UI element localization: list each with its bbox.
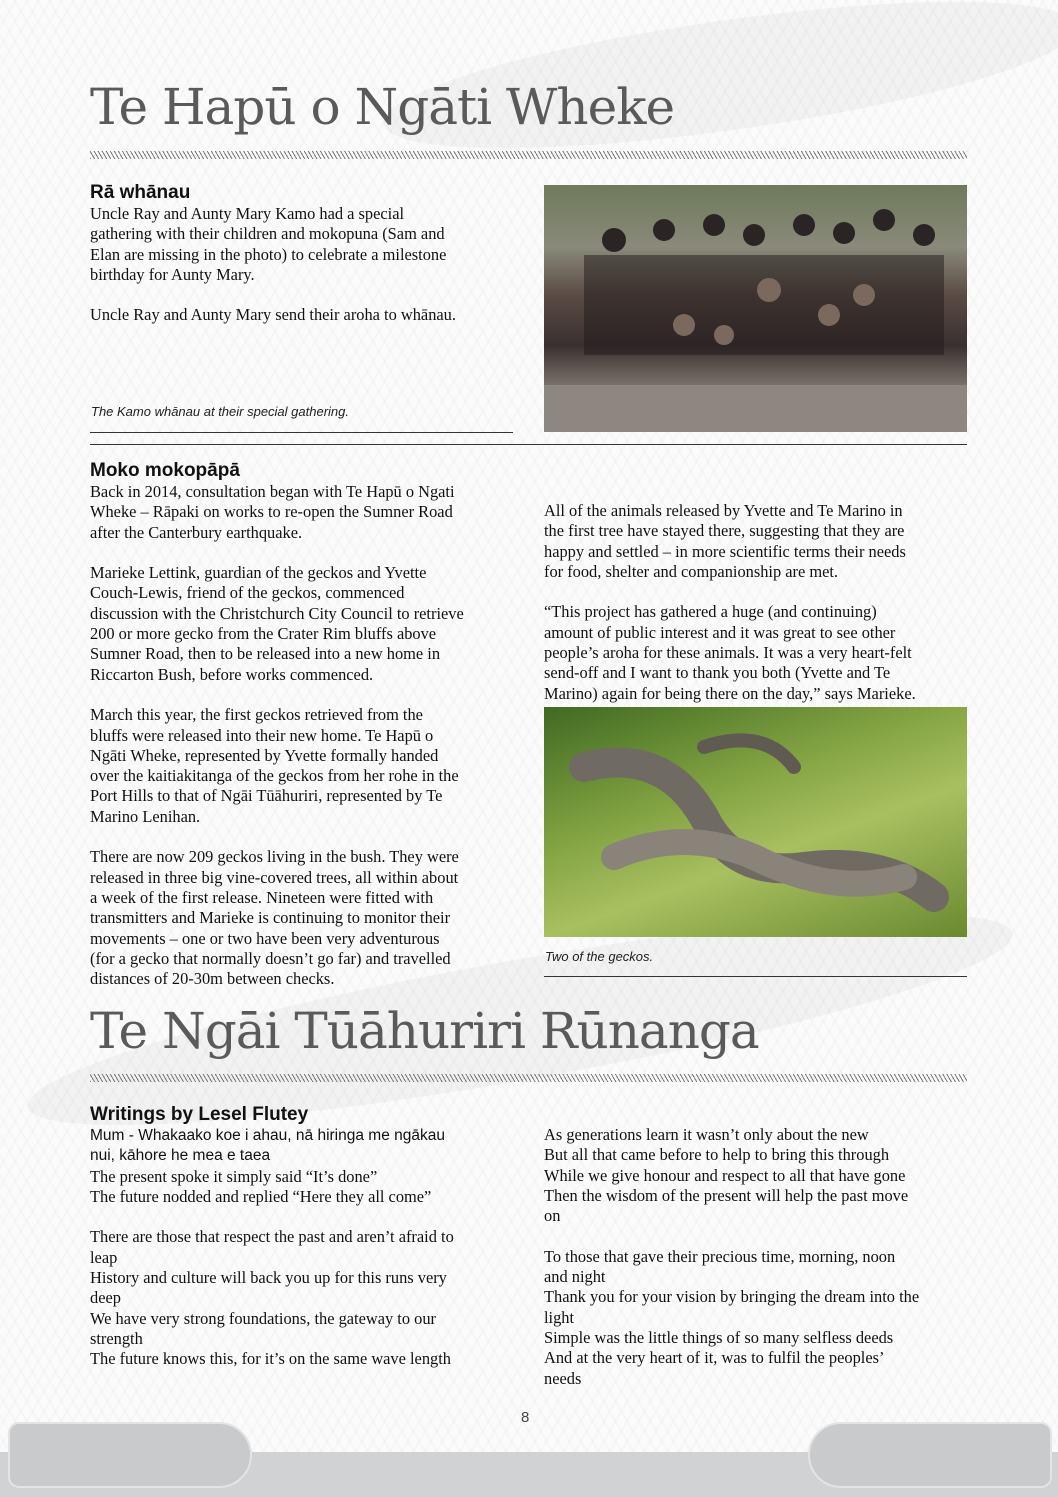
divider bbox=[90, 432, 513, 433]
text-line: Elan are missing in the photo) to celebrate a milestone bbox=[90, 244, 447, 264]
text-line: Then the wisdom of the present will help the past move bbox=[544, 1185, 909, 1205]
poem-right bbox=[544, 1125, 974, 1389]
text-line: Port Hills to that of Ngāi Tūāhuriri, represented by Te bbox=[90, 786, 443, 806]
gecko-photo bbox=[544, 707, 967, 937]
text-line bbox=[544, 582, 974, 602]
poem-left bbox=[90, 1167, 520, 1370]
text-line: transmitters and Marieke is continuing to monitor their bbox=[90, 908, 451, 928]
text-line: on bbox=[544, 1206, 561, 1226]
text-line: Couch-Lewis, friend of the geckos, commenced bbox=[90, 583, 405, 603]
text-line bbox=[544, 1226, 974, 1246]
text-line: Mum - Whakaako koe i ahau, nā hiringa me ngākau bbox=[90, 1127, 445, 1144]
article-heading: Moko mokopāpā bbox=[90, 460, 240, 481]
text-line: Thank you for your vision by bringing the dream into the bbox=[544, 1287, 920, 1307]
text-line: Marino) again for being there on the day,” says Marieke. bbox=[544, 683, 916, 703]
text-line: after the Canterbury earthquake. bbox=[90, 522, 303, 542]
text-line: March this year, the first geckos retrieved from the bbox=[90, 705, 423, 725]
divider bbox=[90, 444, 967, 445]
text-line: The present spoke it simply said “It’s done” bbox=[90, 1166, 378, 1186]
hatched-divider bbox=[90, 1074, 967, 1082]
article-body bbox=[90, 204, 520, 326]
text-line: But all that came before to help to bring this through bbox=[544, 1145, 890, 1165]
text-line: There are those that respect the past and aren’t afraid to bbox=[90, 1227, 454, 1247]
text-line: gathering with their children and mokopuna (Sam and bbox=[90, 224, 445, 244]
family-group-illustration bbox=[544, 185, 967, 432]
text-line: the first tree have stayed there, suggesting that they are bbox=[544, 521, 905, 541]
photo-caption: The Kamo whānau at their special gathering. bbox=[91, 404, 349, 419]
poem-intro bbox=[90, 1126, 520, 1167]
text-line: The future knows this, for it’s on the same wave length bbox=[90, 1349, 451, 1369]
text-line: needs bbox=[544, 1368, 582, 1388]
text-line bbox=[90, 1207, 520, 1227]
text-line: 200 or more gecko from the Crater Rim bluffs above bbox=[90, 624, 437, 644]
footer-feather-right bbox=[808, 1422, 1052, 1488]
text-line: As generations learn it wasn’t only about the new bbox=[544, 1125, 869, 1144]
text-line: Marino Lenihan. bbox=[90, 806, 201, 826]
text-line: “This project has gathered a huge (and continuing) bbox=[544, 602, 877, 622]
text-line: We have very strong foundations, the gateway to our bbox=[90, 1308, 436, 1328]
text-line: send-off and I want to thank you both (Yvette and Te bbox=[544, 663, 891, 683]
text-line: While we give honour and respect to all that have gone bbox=[544, 1165, 906, 1185]
text-line: leap bbox=[90, 1247, 118, 1267]
text-line: happy and settled – in more scientific terms their needs bbox=[544, 541, 906, 561]
photo-caption: Two of the geckos. bbox=[545, 949, 654, 964]
text-line: bluffs were released into their new home. Te Hapū o bbox=[90, 725, 434, 745]
text-line: nui, kāhore he mea e taea bbox=[90, 1147, 271, 1165]
text-line: discussion with the Christchurch City Council to retrieve bbox=[90, 603, 464, 623]
text-line: (for a gecko that normally doesn’t go far) and travelled bbox=[90, 948, 451, 968]
text-line bbox=[90, 285, 520, 305]
text-line: Back in 2014, consultation began with Te Hapū o Ngati bbox=[90, 482, 455, 501]
text-line: There are now 209 geckos living in the bush. They were bbox=[90, 847, 459, 867]
text-line: for food, shelter and companionship are met. bbox=[544, 561, 839, 581]
text-line: light bbox=[544, 1307, 575, 1327]
section-title: Te Ngāi Tūāhuriri Rūnanga bbox=[90, 1002, 759, 1060]
text-line: Uncle Ray and Aunty Mary send their aroha to whānau. bbox=[90, 305, 456, 325]
text-line: distances of 20-30m between checks. bbox=[90, 969, 335, 989]
text-line bbox=[90, 685, 520, 705]
text-line: Riccarton Bush, before works commenced. bbox=[90, 664, 374, 684]
page-number: 8 bbox=[521, 1409, 530, 1426]
text-line bbox=[90, 827, 520, 847]
text-line: Uncle Ray and Aunty Mary Kamo had a special bbox=[90, 204, 405, 223]
text-line: people’s aroha for these animals. It was a very heart-felt bbox=[544, 643, 912, 663]
text-line: movements – one or two have been very adventurous bbox=[90, 928, 440, 948]
family-photo bbox=[544, 185, 967, 432]
footer-feather-left bbox=[8, 1422, 252, 1488]
text-line: All of the animals released by Yvette and Te Marino in bbox=[544, 501, 903, 520]
text-line: a week of the first release. Nineteen were fitted with bbox=[90, 887, 434, 907]
text-line: strength bbox=[90, 1328, 143, 1348]
text-line: Simple was the little things of so many selfless deeds bbox=[544, 1327, 894, 1347]
article-heading: Writings by Lesel Flutey bbox=[90, 1104, 309, 1125]
text-line: And at the very heart of it, was to fulfil the peoples’ bbox=[544, 1348, 885, 1368]
text-line: Sumner Road, then to be released into a new home in bbox=[90, 644, 441, 664]
divider bbox=[544, 976, 967, 977]
article-body-right bbox=[544, 501, 974, 704]
article-body-left bbox=[90, 482, 520, 989]
text-line: amount of public interest and it was great to see other bbox=[544, 622, 896, 642]
page-title: Te Hapū o Ngāti Wheke bbox=[90, 78, 675, 136]
hatched-divider bbox=[90, 151, 967, 159]
text-line: The future nodded and replied “Here they all come” bbox=[90, 1186, 432, 1206]
text-line bbox=[90, 543, 520, 563]
text-line: Wheke – Rāpaki on works to re-open the Sumner Road bbox=[90, 502, 453, 522]
text-line: History and culture will back you up for this runs very bbox=[90, 1268, 447, 1288]
text-line: Marieke Lettink, guardian of the geckos and Yvette bbox=[90, 563, 427, 583]
article-heading: Rā whānau bbox=[90, 182, 191, 203]
text-line: over the kaitiakitanga of the geckos from her rohe in the bbox=[90, 766, 459, 786]
text-line: Ngāti Wheke, represented by Yvette formally handed bbox=[90, 745, 439, 765]
text-line: and night bbox=[544, 1267, 606, 1287]
text-line: released in three big vine-covered trees, all within about bbox=[90, 867, 459, 887]
text-line: deep bbox=[90, 1288, 121, 1308]
gecko-illustration bbox=[544, 707, 967, 937]
text-line: To those that gave their precious time, morning, noon bbox=[544, 1246, 896, 1266]
text-line: birthday for Aunty Mary. bbox=[90, 264, 255, 284]
